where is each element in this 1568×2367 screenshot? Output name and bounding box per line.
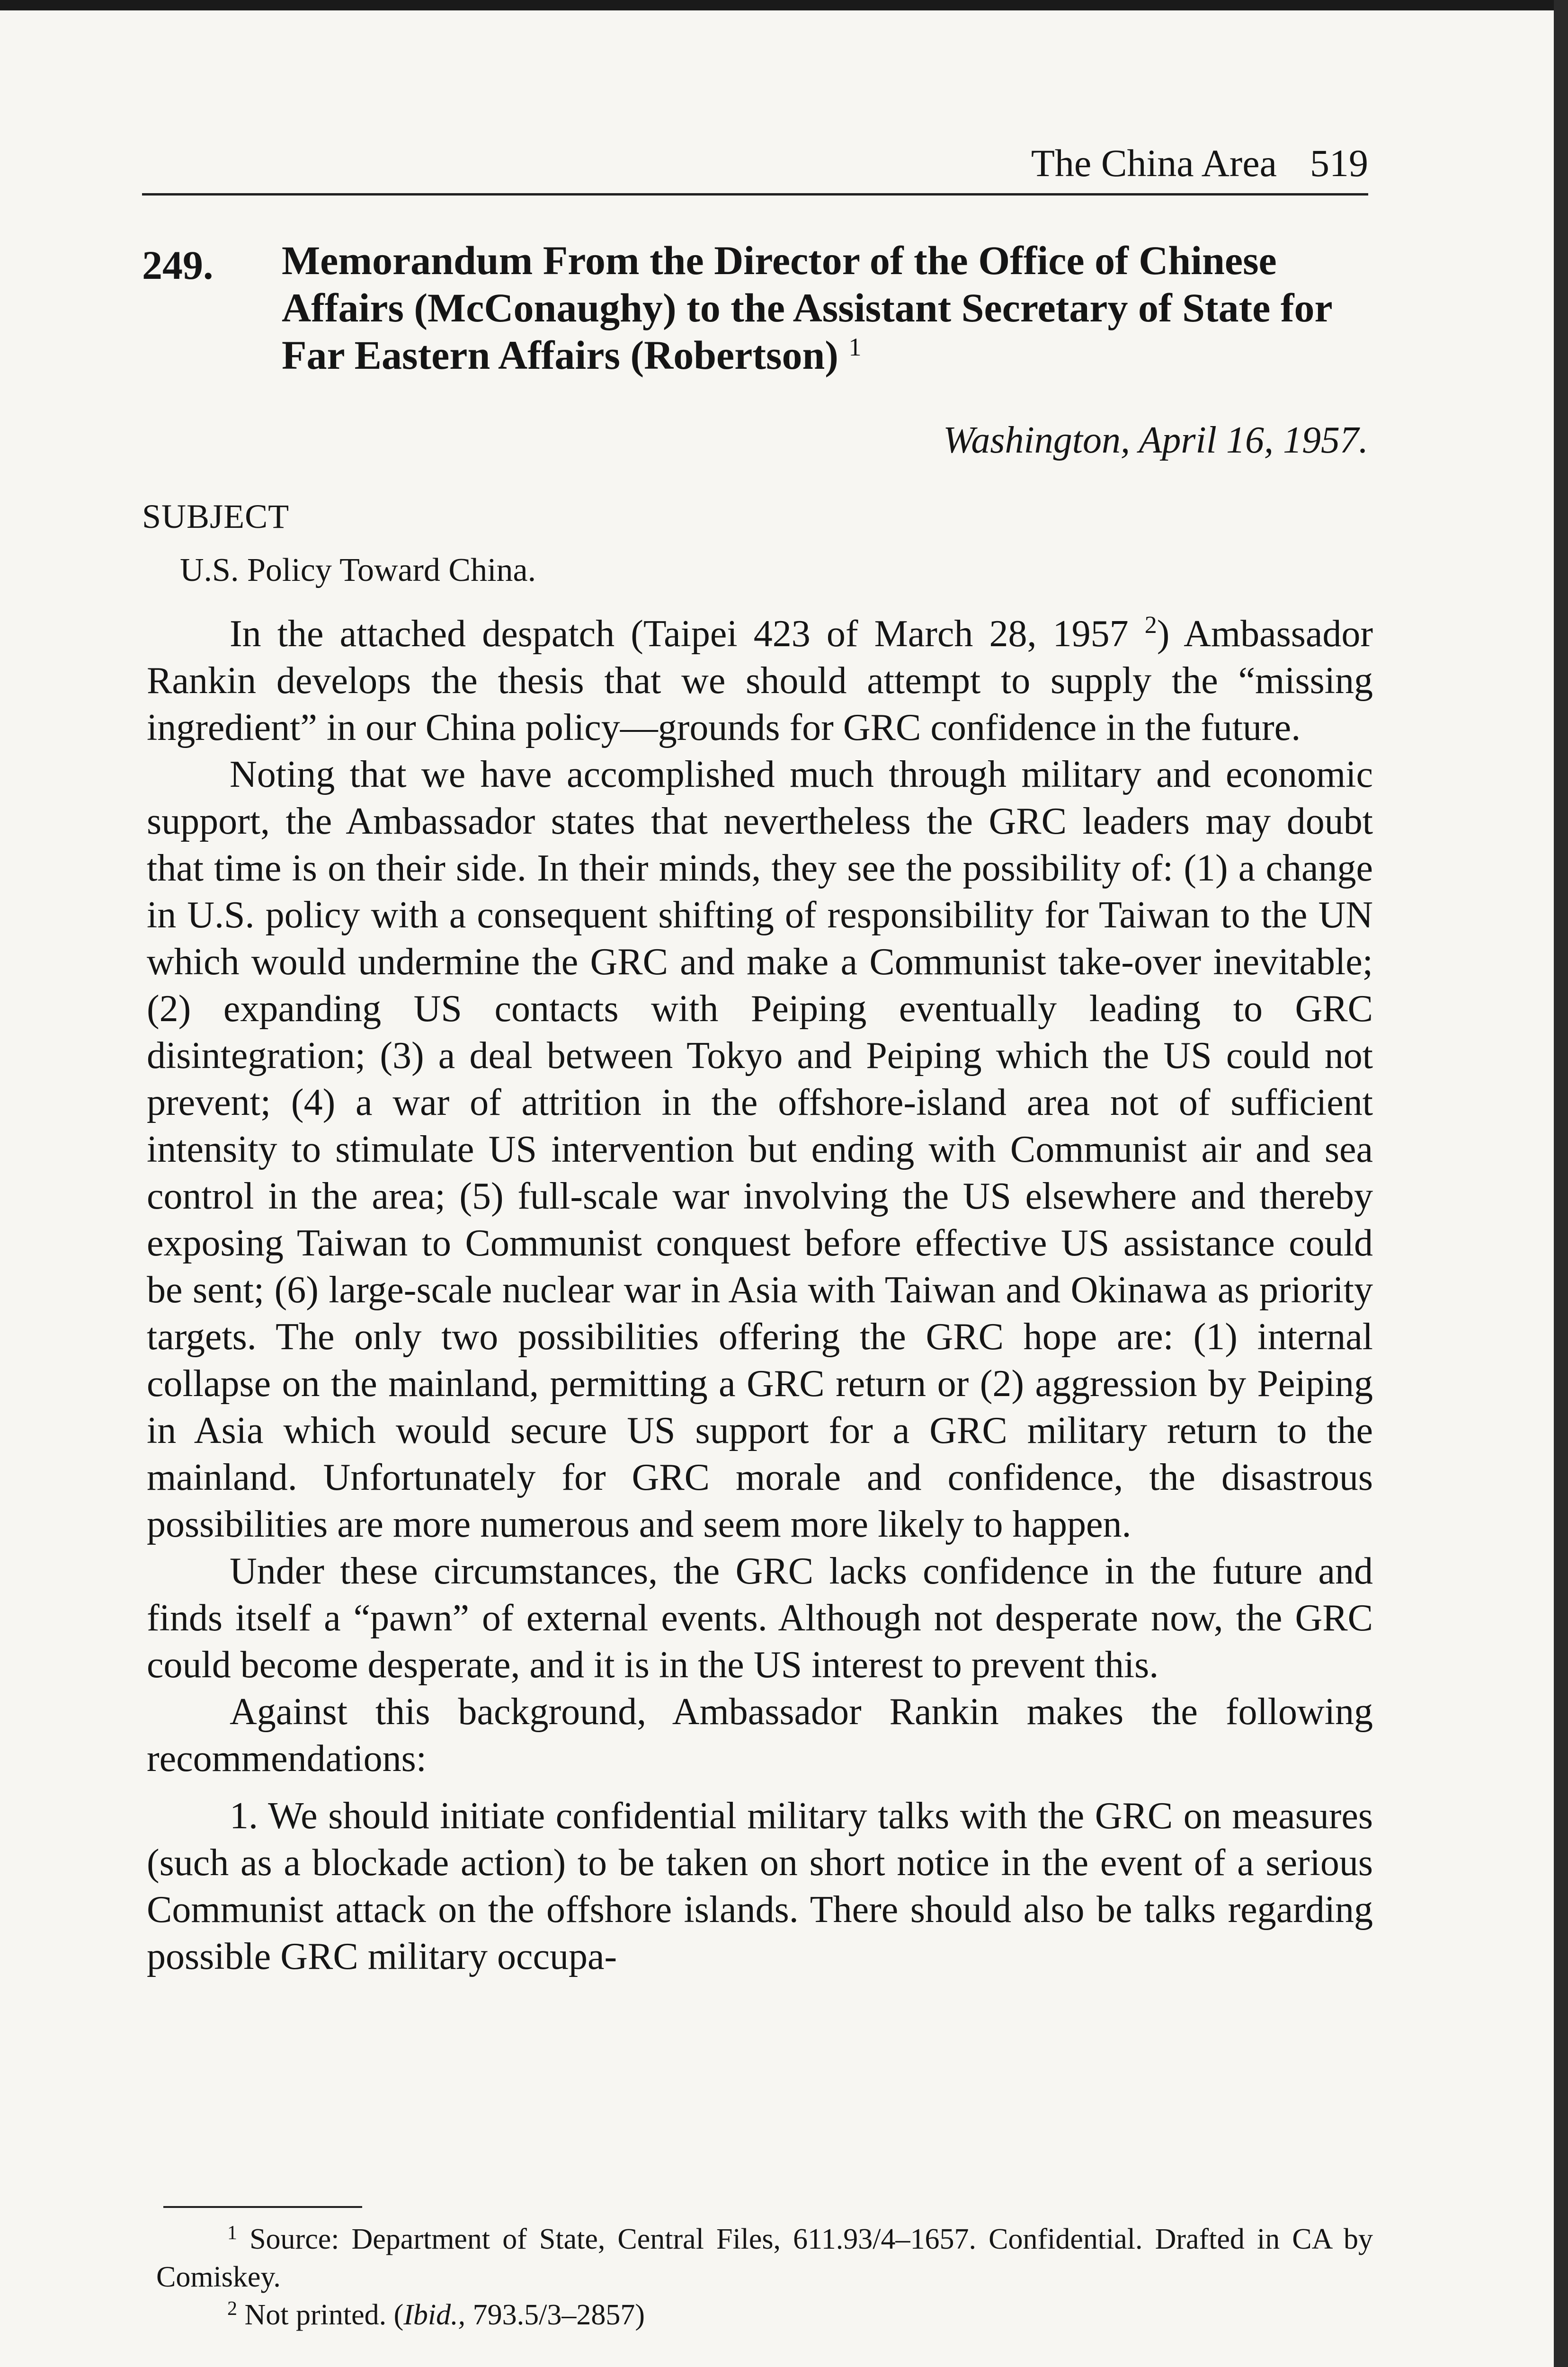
footnote-ref-1[interactable]: 1 — [848, 333, 862, 361]
footnote-1-mark: 1 — [227, 2222, 237, 2244]
paragraph-2: Noting that we have accomplished much through military and economic support, the Ambassador states that nevertheless the GRC leaders may doubt that time is on their side. In their minds, they see the possibility of: (1) a change in U.S. policy with a consequent shifting of responsibility for Taiwan to the UN which would undermine the GRC and make a Communist take-over inevitable; (2) expanding US contacts with Peiping eventually leading to GRC disintegration; (3) a deal between Tokyo and Peiping which the US could not prevent; (4) a war of attrition in the offshore-island area not of sufficient intensity to stimulate US intervention but ending with Communist air and sea control in the area; (5) full-scale war involving the US elsewhere and thereby exposing Taiwan to Communist conquest before effective US assistance could be sent; (6) large-scale nuclear war in Asia with Taiwan and Okinawa as priority targets. The only two possibilities offering the GRC hope are: (1) internal collapse on the mainland, permitting a GRC return or (2) aggression by Peiping in Asia which would secure US support for a GRC military return to the mainland. Unfortunately for GRC morale and confidence, the disastrous possibilities are more numerous and seem more likely to happen. — [147, 754, 1373, 1545]
subject-label: SUBJECT — [142, 498, 290, 535]
paragraph-4: Against this background, Ambassador Rankin makes the following recommendations: — [147, 1691, 1373, 1780]
page-number: 519 — [1310, 142, 1368, 185]
paragraph-1-text-a: In the attached despatch (Taipei 423 of March 28, 1957 — [230, 613, 1129, 655]
footnote-1 — [156, 2220, 1373, 2296]
paragraph-1 — [147, 611, 1373, 751]
footnote-2-ibid: Ibid., — [403, 2299, 466, 2331]
footnote-ref-2[interactable]: 2 — [1144, 612, 1157, 639]
footnote-divider — [163, 2206, 362, 2208]
footnote-1-text: Source: Department of State, Central Files, 611.93/4–1657. Confidential. Drafted in CA by Comiskey. — [156, 2223, 1373, 2293]
footnotes — [156, 2220, 1373, 2334]
memo-body — [147, 611, 1373, 1980]
paragraph-3: Under these circumstances, the GRC lacks confidence in the future and finds itself a “pawn” of external events. Although not desperate now, the GRC could become desperate, and it is in the US interest to prevent this. — [147, 1550, 1373, 1686]
footnote-2-mark: 2 — [227, 2298, 237, 2320]
document-title-text: Memorandum From the Director of the Office of Chinese Affairs (McConaughy) to the Assistant Secretary of State for Far Eastern Affairs (Robertson) — [282, 238, 1332, 378]
footnote-2-pre: Not printed. ( — [244, 2299, 404, 2331]
footnote-2-post: 793.5/3–2857) — [465, 2299, 645, 2331]
document-title — [282, 237, 1371, 379]
dateline: Washington, April 16, 1957. — [943, 419, 1368, 461]
subject-value: U.S. Policy Toward China. — [180, 552, 536, 588]
running-head — [142, 137, 1368, 196]
paragraph-1-text-b: ) Ambassador Rankin develops the thesis that we should attempt to supply the “missing ingredient” in our China policy—grounds for GRC confidence in the future. — [147, 613, 1373, 748]
recommendation-1: 1. We should initiate confidential military talks with the GRC on measures (such as a blockade action) to be taken on short notice in the event of a serious Communist attack on the offshore islands. There should also be talks regarding possible GRC military occupa- — [147, 1795, 1373, 1977]
footnote-2 — [156, 2296, 1373, 2334]
running-head-section: The China Area — [1031, 142, 1277, 185]
document-number: 249. — [142, 242, 214, 288]
